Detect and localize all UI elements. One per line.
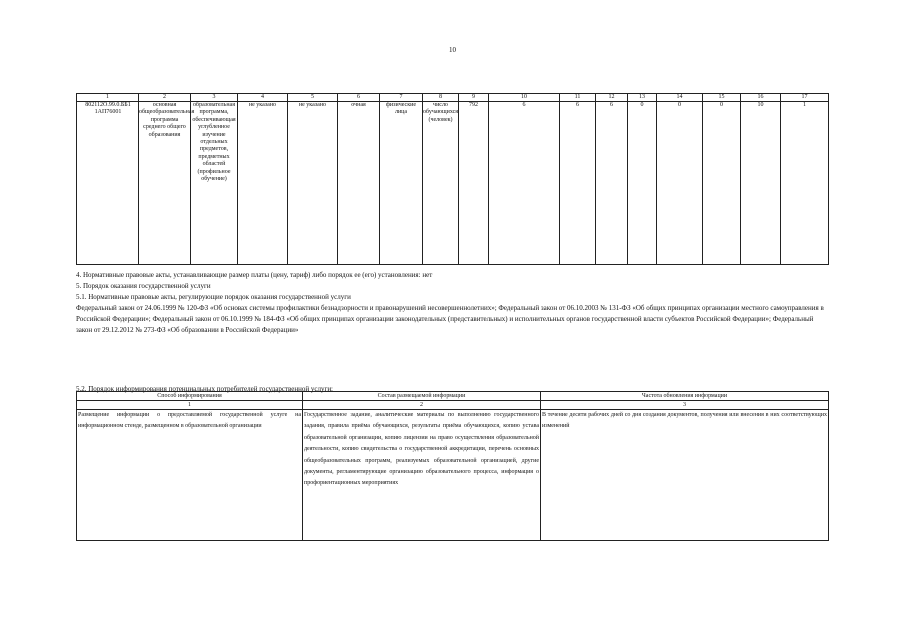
value-17: 1 (781, 102, 829, 265)
header-frequency: Частота обновления информации (541, 392, 829, 401)
header-method: Способ информирования (77, 392, 303, 401)
notes-section (76, 270, 828, 337)
column-number: 11 (560, 94, 596, 102)
cell-5: не указано (288, 102, 338, 265)
column-number: 6 (338, 94, 380, 102)
header-content: Состав размещаемой информации (303, 392, 541, 401)
column-number: 8 (423, 94, 459, 102)
value-16: 10 (741, 102, 781, 265)
col-number: 1 (77, 401, 303, 410)
table-number-row (77, 401, 829, 410)
column-number: 4 (238, 94, 288, 102)
information-table (76, 391, 829, 541)
value-15: 0 (703, 102, 741, 265)
column-number: 15 (703, 94, 741, 102)
column-number: 1 (77, 94, 139, 102)
note-5-1: 5.1. Нормативные правовые акты, регулирующие порядок оказания государственной услуги (76, 293, 351, 301)
indicator-code: 792 (459, 102, 489, 265)
consumer-category: физические лица (380, 102, 423, 265)
table-header-row (77, 392, 829, 401)
info-method: Размещение информации о предоставляемой государственной услуге на информационном стенде, размещенном в образовательной организации (77, 410, 303, 541)
column-number: 17 (781, 94, 829, 102)
value-10: 6 (489, 102, 560, 265)
form-of-study: очная (338, 102, 380, 265)
col-number: 2 (303, 401, 541, 410)
table-row (77, 410, 829, 541)
indicators-table (76, 93, 829, 265)
column-number: 7 (380, 94, 423, 102)
value-11: 6 (560, 102, 596, 265)
value-14: 0 (657, 102, 703, 265)
col-number: 3 (541, 401, 829, 410)
info-table-caption: 5.2. Порядок информирования потенциальных потребителей государственной услуги: (76, 385, 334, 393)
registry-code: 802112О.99.0.ББ1 1АП76001 (77, 102, 139, 265)
info-frequency: В течение десяти рабочих дней со дня создания документов, получения или внесения в них соответствующих изменений (541, 410, 829, 541)
laws-text: Федеральный закон от 24.06.1999 № 120-ФЗ «Об основах системы профилактики безнадзорности и правонарушений несовершеннолетних»; Федеральный закон от 06.10.2003 № 131-ФЗ «Об общих принципах организации местного самоуправления в Российской Федерации»; Федеральный закон от 06.10.1999 № 184-ФЗ «Об общих принципах организации законодательных (представительных) и исполнительных органов государственной власти субъектов Российской Федерации»; Федеральный закон от 29.12.2012 № 273-ФЗ «Об образовании в Российской Федерации» (76, 304, 824, 335)
indicator-name: число обучающихся (человек) (423, 102, 459, 265)
info-content: Государственное задание, аналитические материалы по выполнению государственного задания, правила приёма обучающихся, результаты приёма обучающихся, копию устава образовательной организации, копию лицензии на право осуществления образовательной деятельности, копию свидетельства о государственной аккредитации, перечень основных общеобразовательных программ, реализуемых образовательной организацией, другие документы, регламентирующие организацию образовательного процесса, информация о профориентационных мероприятиях (303, 410, 541, 541)
column-number: 10 (489, 94, 560, 102)
service-content: основная общеобразовательная программа среднего общего образования (139, 102, 191, 265)
column-number: 13 (628, 94, 657, 102)
page-number: 10 (449, 46, 456, 54)
column-number: 2 (139, 94, 191, 102)
value-12: 6 (596, 102, 628, 265)
column-number: 12 (596, 94, 628, 102)
table-header-row (77, 94, 829, 102)
column-number: 9 (459, 94, 489, 102)
service-direction: образовательная программа, обеспечивающая углубленное изучение отдельных предметов, предметных областей (профильное обучение) (191, 102, 238, 265)
note-5: 5. Порядок оказания государственной услуги (76, 282, 211, 290)
column-number: 5 (288, 94, 338, 102)
cell-4: не указано (238, 102, 288, 265)
value-13: 0 (628, 102, 657, 265)
column-number: 3 (191, 94, 238, 102)
column-number: 16 (741, 94, 781, 102)
column-number: 14 (657, 94, 703, 102)
note-4: 4. Нормативные правовые акты, устанавливающие размер платы (цену, тариф) либо порядок ее (его) установления: нет (76, 271, 433, 279)
table-row (77, 102, 829, 265)
